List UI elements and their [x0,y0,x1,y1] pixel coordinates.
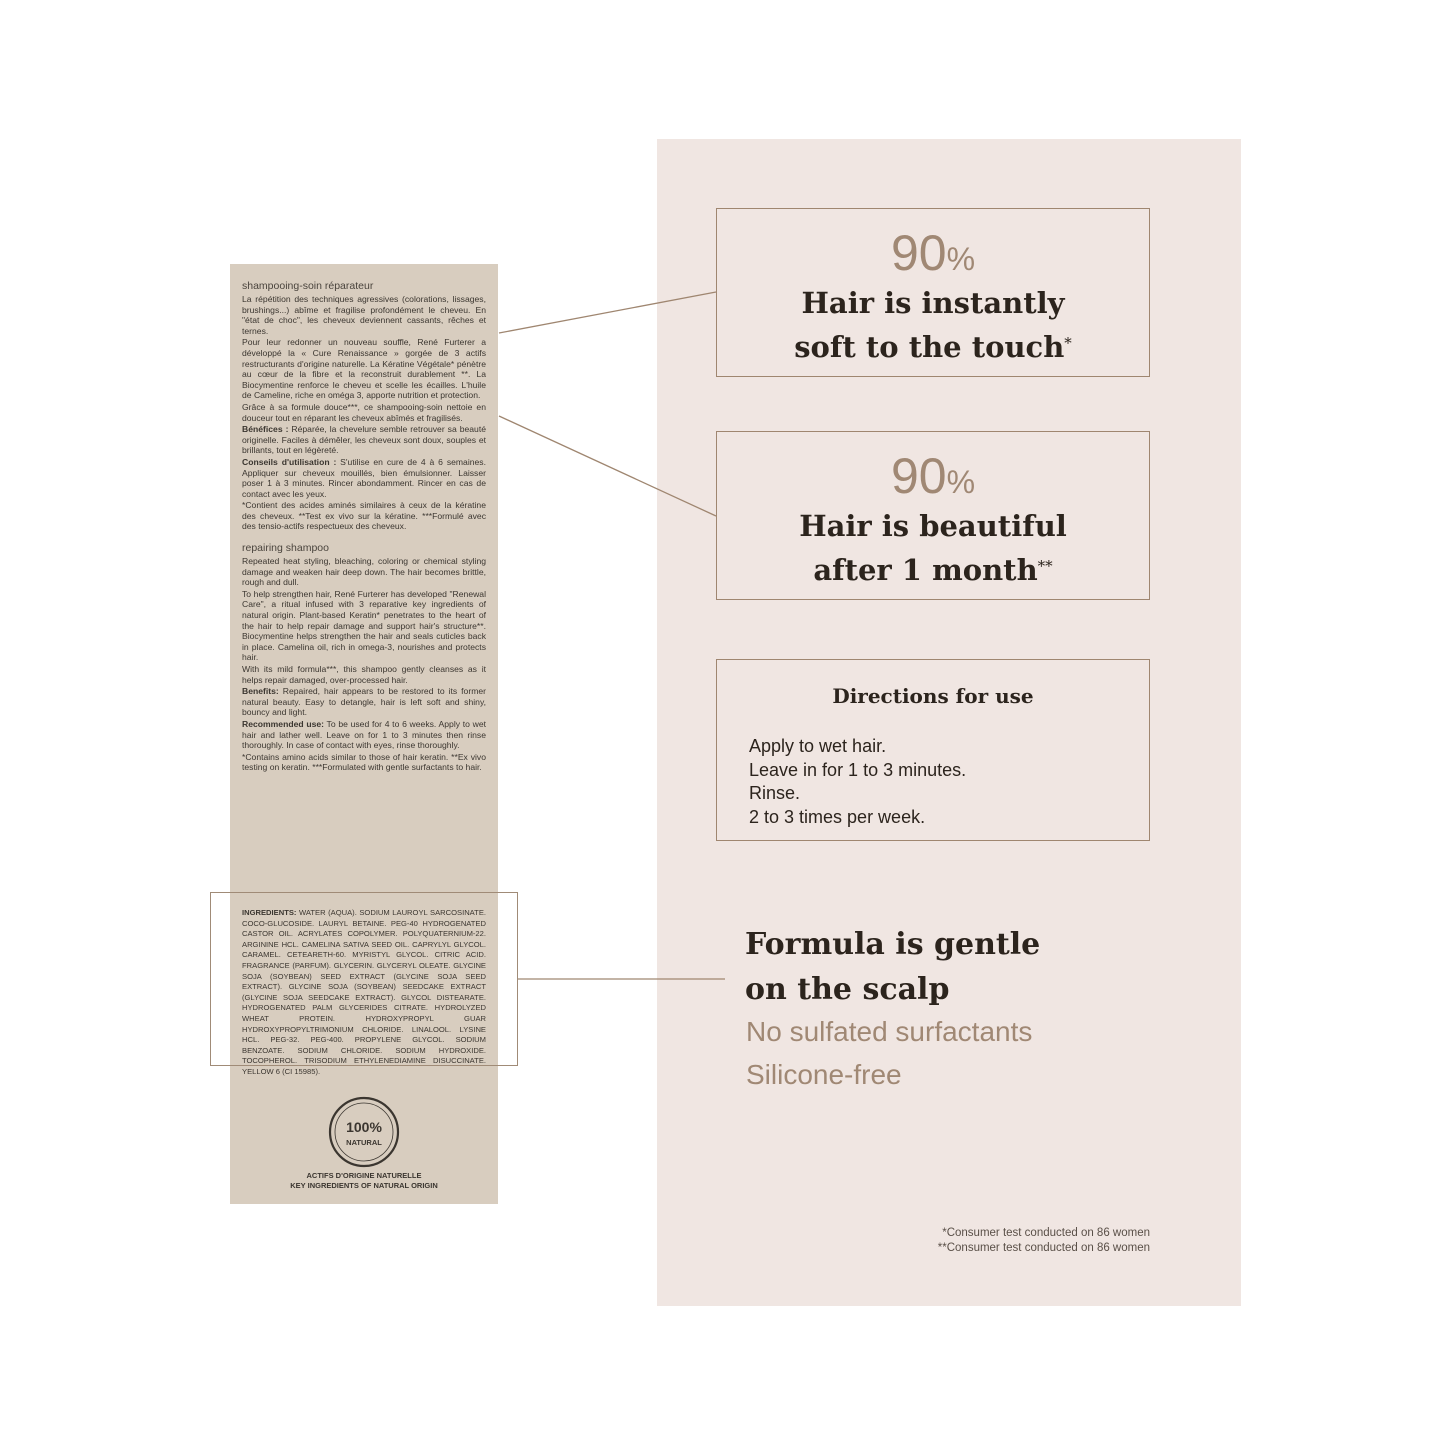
claim-unit: % [946,464,976,500]
claim-value: 90 [890,225,947,281]
label-en-benefits-heading: Benefits: [242,686,279,697]
claim-percentage [717,227,1149,285]
label-en-use [242,719,486,751]
directions-step: Apply to wet hair. [749,736,887,756]
label-fr-advice [242,457,486,499]
directions-title: Directions for use [832,684,1034,708]
formula-headline [745,922,1040,1012]
directions-list [749,735,966,829]
formula-line: Formula is gentle [745,927,1041,962]
footnote: **Consumer test conducted on 86 women [937,1242,1150,1254]
label-fr-notes: *Contient des acides aminés similaires à ceux de la kératine des cheveux. **Test ex vivo sur la kératine. ***Formulé avec des tensio-actifs respectueux des cheveux. [242,500,486,532]
claim-line-text: after 1 month [813,553,1038,587]
label-fr-benefits-text: Réparée, la chevelure semble retrouver sa beauté originelle. Faciles à démêler, les cheveux sont doux, souples et brillants, tout en légèreté. [242,424,486,456]
badge-percent: 100% [346,1119,382,1135]
badge-caption-en: KEY INGREDIENTS OF NATURAL ORIGIN [290,1181,438,1190]
badge-caption [230,1171,498,1191]
directions-step: 2 to 3 times per week. [749,806,926,827]
ingredients-text: WATER (AQUA). SODIUM LAUROYL SARCOSINATE. COCO-GLUCOSIDE. LAURYL BETAINE. PEG-40 HYDROGENATED CASTOR OIL. ACRYLATES COPOLYMER. POLYQUATERNIUM-22. ARGININE HCL. CAMELINA SATIVA SEED OIL. CAPRYLYL GLYCOL. CARAMEL. CETEARETH-60. MYRISTYL GLYCOL. CITRIC ACID. FRAGRANCE (PARFUM). GLYCERIN. GLYCERYL OLEATE. GLYCINE SOJA (SOYBEAN) SEED EXTRACT (GLYCINE SOJA SEED EXTRACT). GLYCINE SOJA (SOYBEAN) SEEDCAKE EXTRACT (GLYCINE SOJA SEEDCAKE EXTRACT). GLYCOL DISTEARATE. HYDROGENATED PALM GLYCERIDES CITRATE. HYDROLYZED WHEAT PROTEIN. HYDROXYPROPYL GUAR HYDROXYPROPYLTRIMONIUM CHLORIDE. LINALOOL. LYSINE HCL. PEG-32. PEG-400. PROPYLENE GLYCOL. SODIUM BENZOATE. SODIUM CHLORIDE. SODIUM HYDROXIDE. TOCOPHEROL. TRISODIUM ETHYLENEDIAMINE DISUCCINATE. YELLOW 6 (CI 15985). [242,908,486,1076]
label-fr-benefits [242,424,486,456]
claim-headline [717,281,1149,369]
label-en-paragraph: Repeated heat styling, bleaching, coloring or chemical styling damage and weaken hair deep down. The hair becomes brittle, rough and dull. [242,556,486,588]
label-text-block [242,280,486,774]
label-fr-paragraph: Grâce à sa formule douce***, ce shampooing-soin nettoie en douceur tout en réparant les cheveux abîmés et fragilisés. [242,401,486,423]
claim-box-beautiful [716,431,1150,600]
claim-line: Hair is instantly [801,286,1065,320]
ingredients-highlight-frame [210,892,518,1066]
formula-subclaim: Silicone-free [746,1059,902,1090]
label-fr-advice-text: S'utilise en cure de 4 à 6 semaines. Appliquer sur cheveux mouillés, bien émulsionner. Laisser poser 1 à 3 minutes. Rincer abondamment. Rincer en cas de contact avec les yeux. [242,456,486,499]
label-fr-paragraph: Pour leur redonner un nouveau souffle, René Furterer a développé la « Cure Renaissance » gorgée de 3 actifs restructurants d'origine naturelle. La Kératine Végétale* pénètre au cœur de la fibre et la reconstruit durablement **. La Biocymentine renforce le cheveu et scelle les écailles. L'huile de Cameline, riche en oméga 3, apporte nutrition et protection. [242,337,486,401]
label-en-title: repairing shampoo [242,542,329,555]
formula-line: on the scalp [745,972,950,1007]
claim-line-2 [717,325,1149,369]
label-en-benefits [242,686,486,718]
label-en-notes: *Contains amino acids similar to those of hair keratin. **Ex vivo testing on keratin. ***Formulated with gentle surfactants to hair. [242,751,486,773]
claim-unit: % [946,241,976,277]
label-en-benefits-text: Repaired, hair appears to be restored to its former natural beauty. Easy to detangle, hair is left soft and shiny, bouncy and light. [242,686,486,718]
footnote: *Consumer test conducted on 86 women [942,1227,1150,1239]
claim-headline [717,504,1149,592]
label-fr-title: shampooing-soin réparateur [242,280,374,292]
badge-word: NATURAL [346,1138,382,1147]
claim-footnote-mark: ** [1037,557,1053,575]
label-en-paragraph: To help strengthen hair, René Furterer has developed "Renewal Care", a ritual infused with 3 reparative key ingredients of natural origin. Plant-based Keratin* penetrates to the heart of the hair to help repair damage and support hair's structure**. Biocymentine helps strengthen the hair and seals cuticles back in place. Camelina oil, rich in omega-3, nourishes and protects hair. [242,588,486,663]
claim-line-2 [717,548,1149,592]
claim-line-text: soft to the touch [794,330,1065,364]
label-fr-advice-heading: Conseils d'utilisation : [242,456,337,467]
label-en-use-heading: Recommended use: [242,718,324,729]
directions-box [716,659,1150,841]
directions-step: Rinse. [749,783,801,803]
badge-caption-fr: ACTIFS D'ORIGINE NATURELLE [306,1171,422,1180]
label-fr-paragraph: La répétition des techniques agressives (colorations, lissages, brushings...) abîme et fragilise profondément le cheveu. En "état de choc", les cheveux deviennent cassants, rêches et ternes. [242,294,486,336]
label-en-use-text: To be used for 4 to 6 weeks. Apply to wet hair and lather well. Leave on for 1 to 3 minutes then rinse thoroughly. In case of contact with eyes, rinse thoroughly. [242,718,486,751]
claim-line: Hair is beautiful [799,509,1067,543]
claim-footnote-mark: * [1064,334,1072,352]
label-en-paragraph: With its mild formula***, this shampoo gently cleanses as it helps repair damaged, over-processed hair. [242,664,486,685]
directions-step: Leave in for 1 to 3 minutes. [749,759,967,780]
claim-box-soft [716,208,1150,377]
claim-value: 90 [890,448,947,504]
label-fr-benefits-heading: Bénéfices : [242,424,289,435]
formula-subclaim: No sulfated surfactants [746,1016,1033,1047]
claim-percentage [717,450,1149,508]
ingredients-heading: INGREDIENTS: [242,908,297,917]
natural-badge-icon [326,1094,402,1170]
